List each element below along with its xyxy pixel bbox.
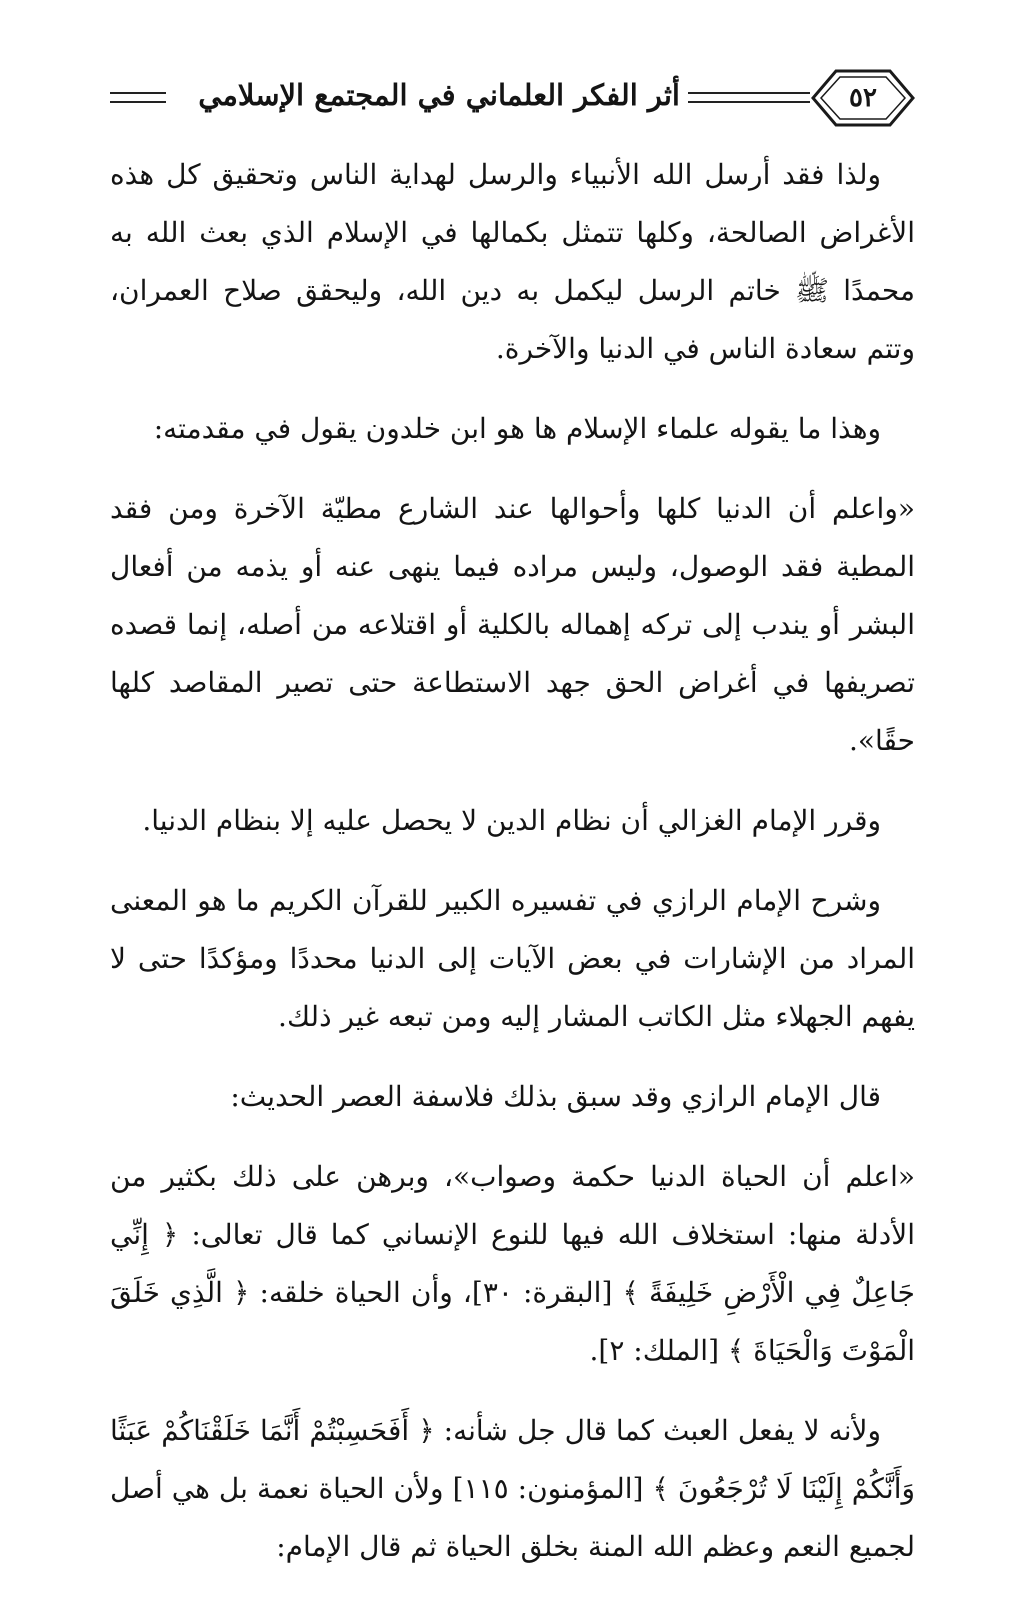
paragraph: ولذا فقد أرسل الله الأنبياء والرسل لهداية الناس وتحقيق كل هذه الأغراض الصالحة، وكلها تتمثل بكمالها في الإسلام الذي بعث الله به محمدًا ﷺ خاتم الرسل ليكمل به دين الله، وليحقق صلاح العمران، وتتم سعادة الناس في الدنيا والآخرة.	[110, 158, 915, 365]
page-number-badge	[810, 68, 916, 128]
quote-paragraph: «واعلم أن الدنيا كلها وأحوالها عند الشارع مطيّة الآخرة ومن فقد المطية فقد الوصول، وليس مراده فيما ينهى عنه أو يذمه من أفعال البشر أو يندب إلى تركه إهماله بالكلية أو اقتلاعه من أصله، إنما قصده تصريفها في أغراض الحق جهد الاستطاعة حتى تصير المقاصد كلها حقًا».	[110, 492, 915, 757]
paragraph: وقرر الإمام الغزالي أن نظام الدين لا يحصل عليه إلا بنظام الدنيا.	[142, 804, 881, 837]
page-body	[110, 146, 915, 1598]
quote-paragraph: «اعلم أن الحياة الدنيا حكمة وصواب»، وبرهن على ذلك بكثير من الأدلة منها: استخلاف الله فيها للنوع الإنساني كما قال تعالى: ﴿ إِنِّي جَاعِلٌ فِي الْأَرْضِ خَلِيفَةً ﴾ [البقرة: ٣٠]، وأن الحياة خلقه: ﴿ الَّذِي خَلَقَ الْمَوْتَ وَالْحَيَاةَ ﴾ [الملك: ٢].	[110, 1160, 915, 1367]
paragraph: وشرح الإمام الرازي في تفسيره الكبير للقرآن الكريم ما هو المعنى المراد من الإشارات في بعض الآيات إلى الدنيا محددًا ومؤكدًا حتى لا يفهم الجهلاء مثل الكاتب المشار إليه ومن تبعه غير ذلك.	[110, 884, 915, 1033]
page-header	[110, 68, 916, 128]
book-title: أثر الفكر العلماني في المجتمع الإسلامي	[198, 78, 680, 112]
paragraph: قال الإمام الرازي وقد سبق بذلك فلاسفة العصر الحديث:	[230, 1080, 881, 1113]
header-rule-left	[110, 92, 166, 103]
paragraph: ولأنه لا يفعل العبث كما قال جل شأنه: ﴿ أَفَحَسِبْتُمْ أَنَّمَا خَلَقْنَاكُمْ عَبَثًا وَأَنَّكُمْ إِلَيْنَا لَا تُرْجَعُونَ ﴾ [المؤمنون: ١١٥] ولأن الحياة نعمة بل هي أصل لجميع النعم وعظم الله المنة بخلق الحياة ثم قال الإمام:	[110, 1414, 915, 1563]
paragraph: وهذا ما يقوله علماء الإسلام ها هو ابن خلدون يقول في مقدمته:	[153, 412, 881, 445]
header-rule-right	[688, 92, 810, 103]
page-number: ٥٢	[849, 83, 877, 113]
